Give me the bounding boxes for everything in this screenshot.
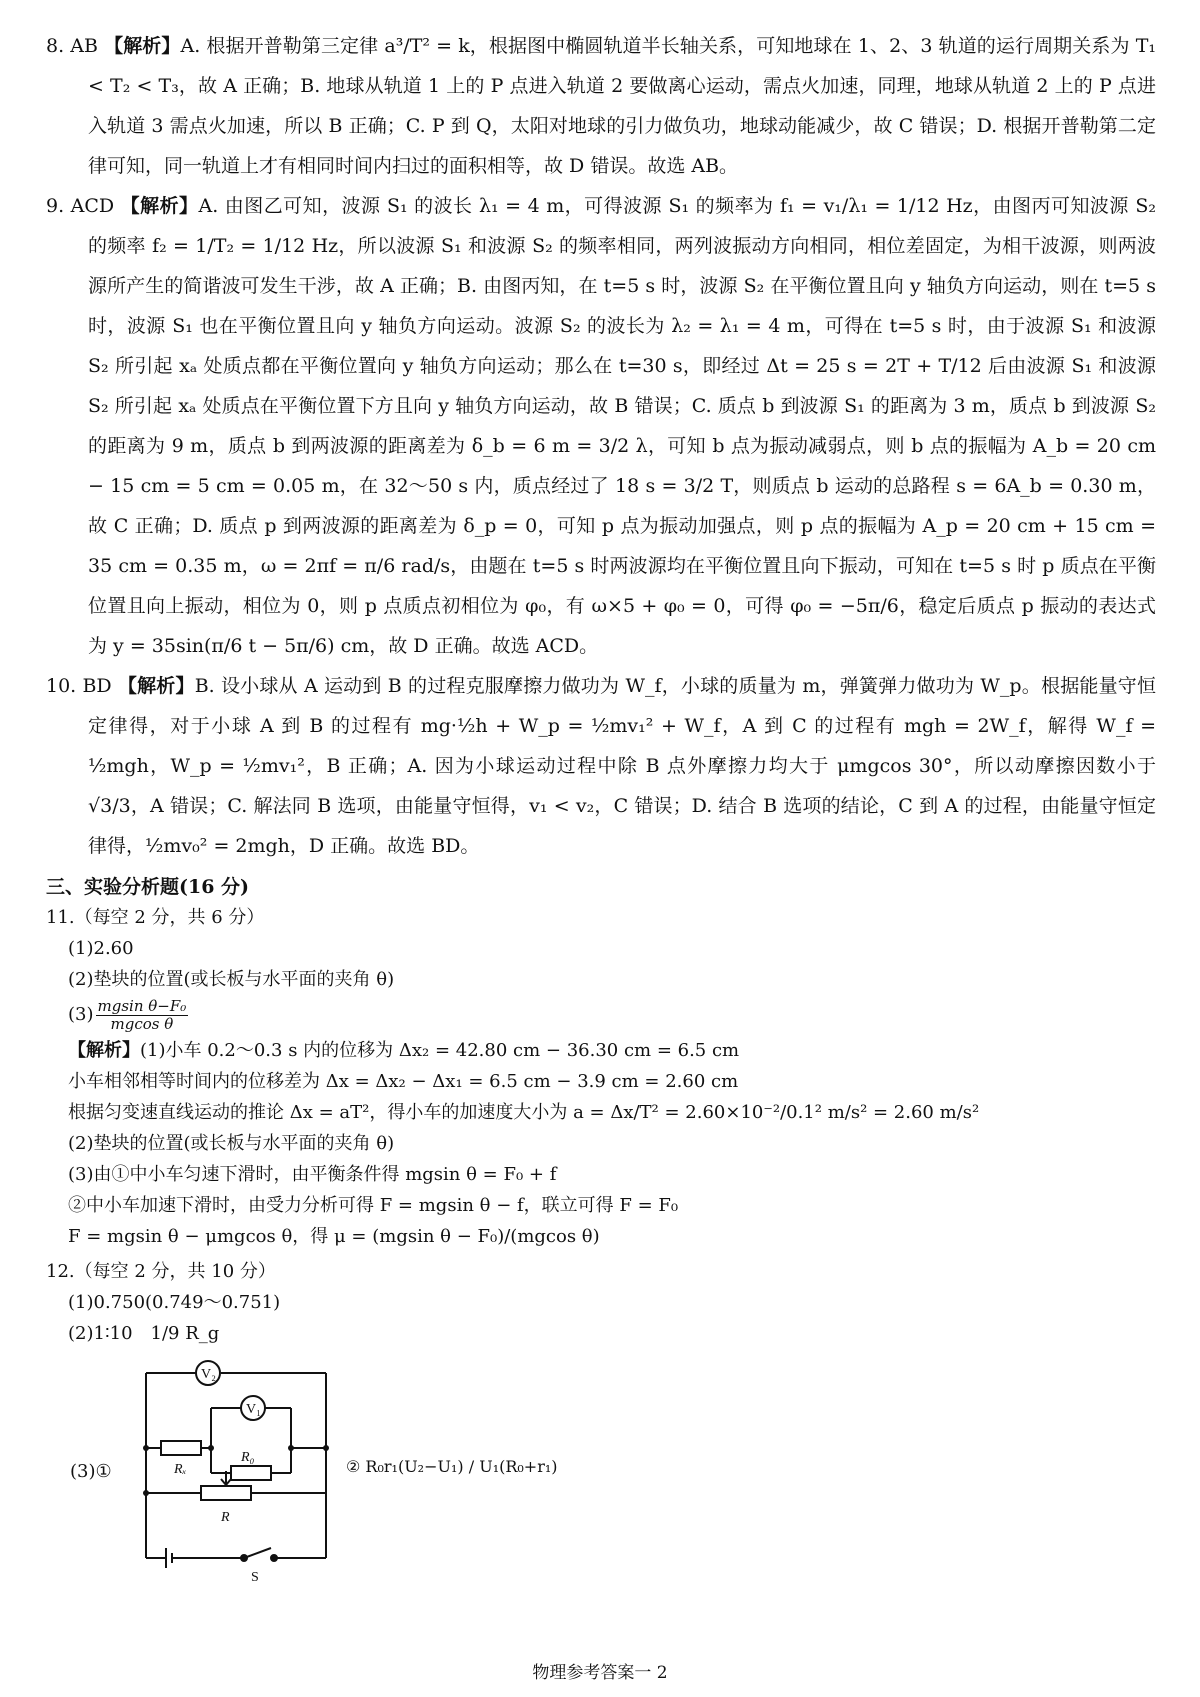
label-r: R xyxy=(221,1510,230,1525)
q11-answer-3-numerator: mgsin θ−F₀ xyxy=(97,996,187,1015)
q9-analysis-text: A. 由图乙可知，波源 S₁ 的波长 λ₁ = 4 m，可得波源 S₁ 的频率为 f₁ = v₁/λ₁ = 1/12 Hz，由图丙可知波源 S₂ 的频率 f₂ = 1/T₂ = 1/12 Hz，所以波源 S₁ 和波源 S₂ 的频率相同，两列波振动方向相同，相位差固定，为相干波源，则两波源所产生的简谐波可发生干涉，故 A 正确；B. 由图丙知，在 t=5 s 时，波源 S₂ 在平衡位置且向 y 轴负方向运动，则在 t=5 s 时，波源 S₁ 也在平衡位置且向 y 轴负方向运动。波源 S₂ 的波长为 λ₂ = λ₁ = 4 m，可得在 t=5 s 时，由于波源 S₁ 和波源 S₂ 所引起 xₐ 处质点都在平衡位置向 y 轴负方向运动；那么在 t=30 s，即经过 Δt = 25 s = 2T + T/12 后由波源 S₁ 和波源 S₂ 所引起 xₐ 处质点在平衡位置下方且向 y 轴负方向运动，故 B 错误；C. 质点 b 到波源 S₁ 的距离为 3 m，质点 b 到波源 S₂ 的距离为 9 m，质点 b 到两波源的距离差为 δ_b = 6 m = 3/2 λ，可知 b 点为振动减弱点，则 b 点的振幅为 A_b = 20 cm − 15 cm = 5 cm = 0.05 m，在 32～50 s 内，质点经过了 18 s = 3/2 T，则质点 b 运动的总路程 s = 6A_b = 0.30 m，故 C 正确；D. 质点 p 到两波源的距离差为 δ_p = 0，可知 p 点为振动加强点，则 p 点的振幅为 A_p = 20 cm + 15 cm = 35 cm = 0.35 m，ω = 2πf = π/6 rad/s，由题在 t=5 s 时两波源均在平衡位置且向下振动，可知在 t=5 s 时 p 质点在平衡位置且向上振动，相位为 0，则 p 点质点初相位为 φ₀，有 ω×5 + φ₀ = 0，可得 φ₀ = −5π/6，稳定后质点 p 振动的表达式为 y = 35sin(π/6 t − 5π/6) cm，故 D 正确。故选 ACD。 xyxy=(88,195,1156,657)
q11-analysis-7: F = mgsin θ − μmgcos θ，得 μ = (mgsin θ − F₀)/(mgcos θ) xyxy=(68,1226,600,1247)
q10-label: 10. BD xyxy=(46,675,112,697)
label-s: S xyxy=(251,1570,259,1585)
q12-answer-2: (2)1∶10 1/9 R_g xyxy=(68,1323,220,1344)
q9-label: 9. ACD xyxy=(46,195,115,217)
q12-header: 12.（每空 2 分，共 10 分） xyxy=(46,1261,276,1282)
q8-analysis-tag: 【解析】 xyxy=(104,35,181,57)
answer-page xyxy=(46,26,1156,1593)
q11-analysis-tag: 【解析】 xyxy=(68,1040,140,1061)
rheostat-r-symbol xyxy=(201,1486,251,1500)
q11-answer-3-prefix: (3) xyxy=(68,1004,94,1025)
q11-analysis-3: 根据匀变速直线运动的推论 Δx = aT²，得小车的加速度大小为 a = Δx/T² = 2.60×10⁻²/0.1² m/s² = 2.60 m/s² xyxy=(68,1102,980,1123)
q11-answer-2: (2)垫块的位置(或长板与水平面的夹角 θ) xyxy=(68,969,395,990)
q12-answer-3-label: (3)① xyxy=(70,1461,112,1482)
q11-analysis-2: 小车相邻相等时间内的位移差为 Δx = Δx₂ − Δx₁ = 6.5 cm − 3.9 cm = 2.60 cm xyxy=(68,1071,739,1092)
section3-title: 三、实验分析题(16 分) xyxy=(46,876,250,898)
q9-analysis-tag: 【解析】 xyxy=(120,195,199,217)
label-rx: Rₓ xyxy=(174,1462,187,1477)
label-v2: V₂ xyxy=(201,1367,216,1382)
label-v1: V₁ xyxy=(246,1402,261,1417)
q11-analysis-4: (2)垫块的位置(或长板与水平面的夹角 θ) xyxy=(68,1133,395,1154)
q11-analysis-6: ②中小车加速下滑时，由受力分析可得 F = mgsin θ − f，联立可得 F = F₀ xyxy=(68,1195,679,1216)
label-r0: R₀ xyxy=(241,1450,255,1465)
q8-analysis-text: A. 根据开普勒第三定律 a³/T² = k，根据图中椭圆轨道半长轴关系，可知地球在 1、2、3 轨道的运行周期关系为 T₁ < T₂ < T₃，故 A 正确；B. 地球从轨道 1 上的 P 点进入轨道 2 要做离心运动，需点火加速，同理，地球从轨道 2 上的 P 点进入轨道 3 需点火加速，所以 B 正确；C. P 到 Q，太阳对地球的引力做负功，地球动能减少，故 C 错误；D. 根据开普勒第二定律可知，同一轨道上才有相同时间内扫过的面积相等，故 D 错误。故选 AB。 xyxy=(88,35,1156,177)
q11-analysis-5: (3)由①中小车匀速下滑时，由平衡条件得 mgsin θ = F₀ + f xyxy=(68,1164,557,1185)
q11-answer-3-fraction xyxy=(96,998,189,1033)
q10-analysis-tag: 【解析】 xyxy=(117,675,195,697)
resistor-r0-symbol xyxy=(231,1466,271,1480)
q10-answer xyxy=(46,666,1156,866)
q11-header: 11.（每空 2 分，共 6 分） xyxy=(46,907,265,928)
q11-answer-1: (1)2.60 xyxy=(68,938,134,959)
q8-label: 8. AB xyxy=(46,35,98,57)
resistor-rx-symbol xyxy=(161,1441,201,1455)
q12-answer-1: (1)0.750(0.749～0.751) xyxy=(68,1292,281,1313)
q11-analysis-1 xyxy=(46,1035,1156,1066)
q9-answer xyxy=(46,186,1156,666)
circuit-diagram xyxy=(126,1353,346,1588)
q11-answer-3-denominator: mgcos θ xyxy=(110,1014,174,1033)
q12-circuit-area xyxy=(46,1353,1156,1593)
q11-answer-3 xyxy=(46,995,1156,1035)
switch-s-symbol xyxy=(244,1548,271,1558)
q10-analysis-text: B. 设小球从 A 运动到 B 的过程克服摩擦力做功为 W_f，小球的质量为 m，弹簧弹力做功为 W_p。根据能量守恒定律得，对于小球 A 到 B 的过程有 mg·½h + W_p = ½mv₁² + W_f，A 到 C 的过程有 mgh = 2W_f，解得 W_f = ½mgh，W_p = ½mv₁²，B 正确；A. 因为小球运动过程中除 B 点外摩擦力均大于 μmgcos 30°，所以动摩擦因数小于 √3/3，A 错误；C. 解法同 B 选项，由能量守恒得，v₁ < v₂，C 错误；D. 结合 B 选项的结论，C 到 A 的过程，由能量守恒定律得，½mv₀² = 2mgh，D 正确。故选 BD。 xyxy=(88,675,1156,857)
page-footer: 物理参考答案一 2 xyxy=(532,1663,668,1683)
q8-answer xyxy=(46,26,1156,186)
q12-answer-4: ② R₀r₁(U₂−U₁) / U₁(R₀+r₁) xyxy=(346,1457,558,1476)
q11-analysis-line-1: (1)小车 0.2～0.3 s 内的位移为 Δx₂ = 42.80 cm − 36.30 cm = 6.5 cm xyxy=(140,1040,740,1061)
